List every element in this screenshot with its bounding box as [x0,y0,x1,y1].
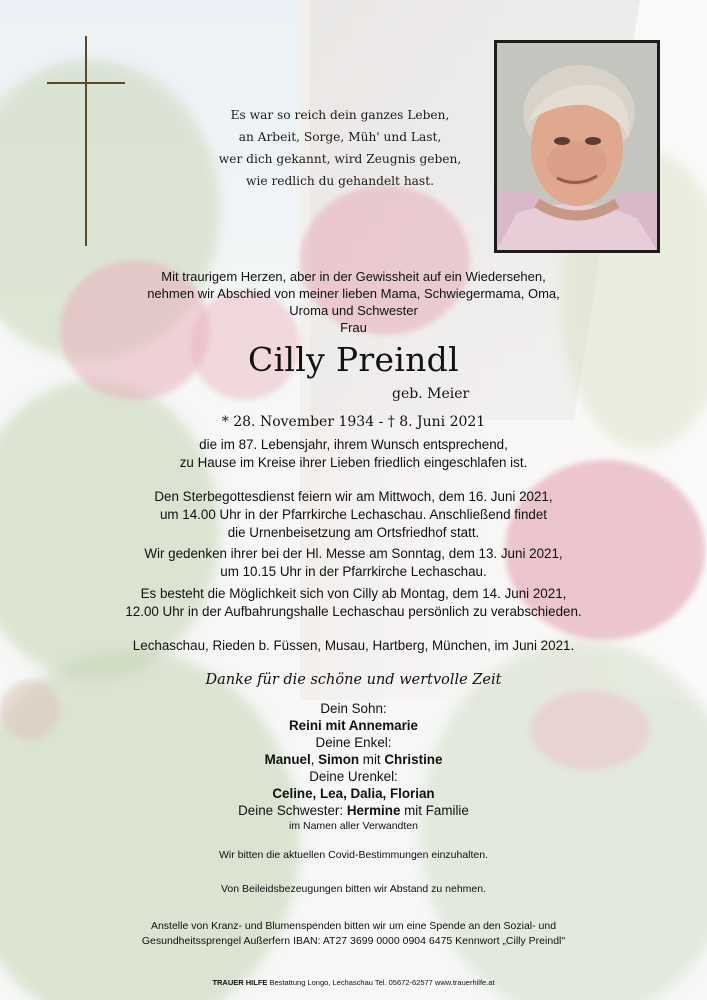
great-grandchildren-label: Deine Urenkel: [309,769,398,784]
intro-text [0,268,707,336]
passing-line: zu Hause im Kreise ihrer Lieben friedlich eingeschlafen ist. [179,455,528,470]
footer-text: Bestattung Longo, Lechaschau Tel. 05672-62577 www.trauerhilfe.at [267,978,495,987]
grandchildren-label: Deine Enkel: [315,735,392,750]
portrait-photo [494,40,660,253]
footer-brand: TRAUER HILFE [212,978,268,987]
farewell-line: 12.00 Uhr in der Aufbahrungshalle Lechaschau persönlich zu verabschieden. [125,604,582,619]
funeral-line: Den Sterbegottesdienst feiern wir am Mittwoch, dem 16. Juni 2021, [154,489,553,504]
intro-line: Frau [340,320,367,335]
farewell-text [0,585,707,621]
grandchildren-line: Manuel, Simon mit Christine [264,752,443,767]
donation-notice [0,919,707,949]
portrait-illustration [497,43,657,250]
intro-line: Uroma und Schwester [289,303,418,318]
funeral-text [0,488,707,542]
poem [190,104,490,192]
son-label: Dein Sohn: [320,701,387,716]
passing-line: die im 87. Lebensjahr, ihrem Wunsch entsprechend, [199,437,508,452]
donation-line: Gesundheitssprengel Außerfern IBAN: AT27 3699 0000 0904 6475 Kennwort „Cilly Preindl" [141,935,566,947]
poem-line: Es war so reich dein ganzes Leben, [230,108,450,122]
intro-line: nehmen wir Abschied von meiner lieben Mama, Schwiegermama, Oma, [147,286,560,301]
birth-name: geb. Meier [392,386,470,402]
mass-text [0,545,707,581]
places-line [0,637,707,655]
passing-text [0,436,707,472]
mass-line: um 10.15 Uhr in der Pfarrkirche Lechaschau. [220,564,487,579]
deceased-name: Cilly Preindl [248,340,459,379]
cross-icon [47,36,125,246]
poem-line: wer dich gekannt, wird Zeugnis geben, [218,152,462,166]
condolence-notice: Von Beileidsbezeugungen bitten wir Abstand zu nehmen. [220,883,487,895]
funeral-line: um 14.00 Uhr in der Pfarrkirche Lechaschau. Anschließend findet [159,507,548,522]
farewell-line: Es besteht die Möglichkeit sich von Cilly ab Montag, dem 14. Juni 2021, [140,586,567,601]
life-dates: * 28. November 1934 - † 8. Juni 2021 [221,414,486,430]
poem-line: wie redlich du gehandelt hast. [246,174,434,188]
son-name: Reini mit Annemarie [289,718,418,733]
places-rest: , Rieden b. Füssen, Musau, Hartberg, München, im Juni 2021. [205,638,575,653]
poem-line: an Arbeit, Sorge, Müh' und Last, [238,130,442,144]
mass-line: Wir gedenken ihrer bei der Hl. Messe am Sonntag, dem 13. Juni 2021, [144,546,563,561]
places-first: Lechaschau [132,638,206,653]
sister-line: Deine Schwester: Hermine mit Familie [238,803,469,818]
all-relatives: im Namen aller Verwandten [289,820,418,832]
donation-line: Anstelle von Kranz- und Blumenspenden bitten wir um eine Spende an den Sozial- und [150,920,557,932]
thanks-heading: Danke für die schöne und wertvolle Zeit [205,672,502,688]
family-list [0,700,707,834]
intro-line: Mit traurigem Herzen, aber in der Gewissheit auf ein Wiedersehen, [161,269,546,284]
covid-notice: Wir bitten die aktuellen Covid-Bestimmungen einzuhalten. [218,849,489,861]
footer [0,978,707,987]
funeral-line: die Urnenbeisetzung am Ortsfriedhof statt. [227,525,480,540]
great-grandchildren-names: Celine, Lea, Dalia, Florian [272,786,435,801]
